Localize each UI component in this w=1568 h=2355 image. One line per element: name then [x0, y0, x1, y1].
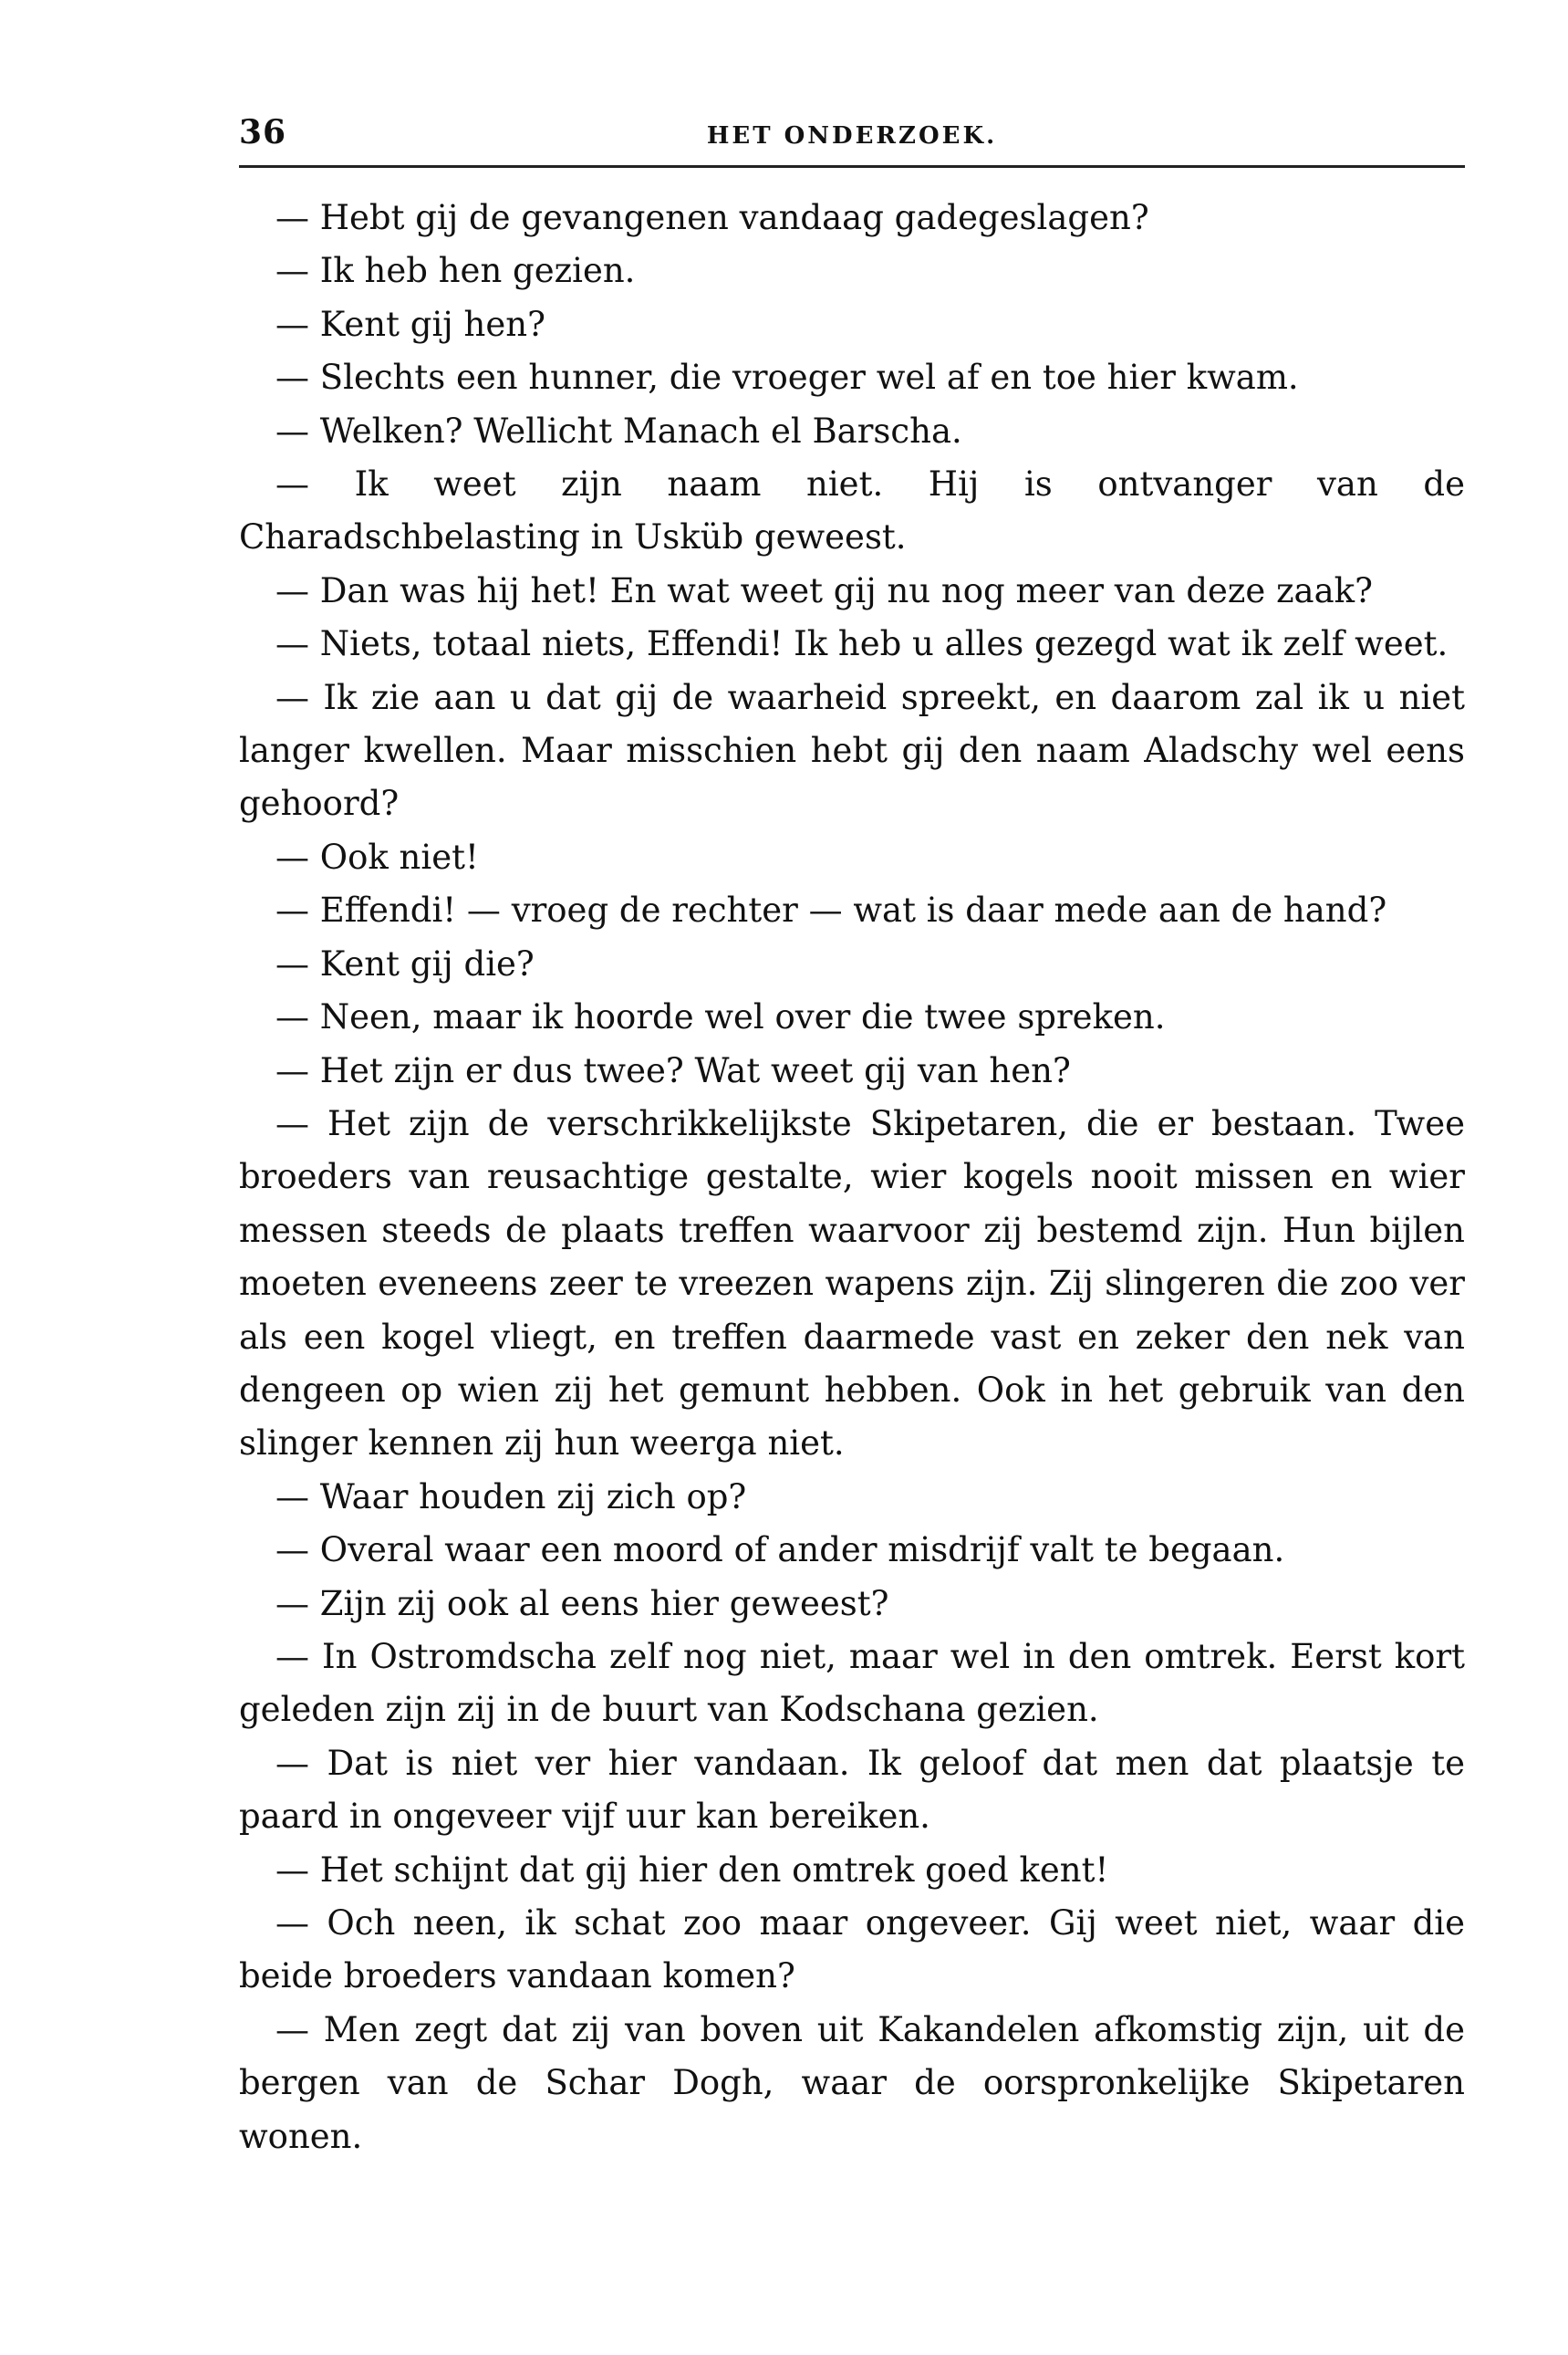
paragraph: — Kent gij hen? — [275, 304, 545, 344]
paragraph: — Welken? Wellicht Manach el Barscha. — [275, 411, 962, 451]
paragraph: — Hebt gij de gevangenen vandaag gadegeslagen? — [275, 198, 1149, 237]
paragraph: — Dat is niet ver hier vandaan. Ik geloof dat men dat plaatsje te paard in ongeveer vijf uur kan bereiken. — [239, 1743, 1465, 1837]
paragraph: — In Ostromdscha zelf nog niet, maar wel in den omtrek. Eerst kort geleden zijn zij in de buurt van Kodschana gezien. — [239, 1636, 1465, 1730]
page-number: 36 — [239, 113, 287, 151]
paragraph: — Och neen, ik schat zoo maar ongeveer. Gij weet niet, waar die beide broeders vandaan komen? — [239, 1903, 1465, 1996]
paragraph: — Waar houden zij zich op? — [275, 1476, 747, 1516]
header-rule — [239, 165, 1465, 168]
paragraph: — Niets, totaal niets, Effendi! Ik heb u alles gezegd wat ik zelf weet. — [275, 624, 1449, 664]
paragraph: — Overal waar een moord of ander misdrijf valt te begaan. — [275, 1530, 1285, 1570]
running-title: HET ONDERZOEK. — [706, 122, 998, 150]
paragraph: — Het zijn de verschrikkelijkste Skipetaren, die er bestaan. Twee broeders van reusachtige gestalte, wier kogels nooit missen en wier messen steeds de plaats treffen waarvoor zij bestemd zijn. Hun bijlen moeten eveneens zeer te vreezen wapens zijn. Zij slingeren die zoo ver als een kogel vliegt, en treffen daarmede vast en zeker den nek van dengeen op wien zij het gemunt hebben. Ook in het gebruik van den slinger kennen zij hun weerga niet. — [239, 1103, 1465, 1464]
paragraph: — Dan was hij het! En wat weet gij nu nog meer van deze zaak? — [275, 570, 1373, 610]
paragraph: — Zijn zij ook al eens hier geweest? — [275, 1583, 889, 1623]
paragraph: — Effendi! — vroeg de rechter — wat is daar mede aan de hand? — [275, 891, 1387, 931]
paragraph: — Ik zie aan u dat gij de waarheid spreekt, en daarom zal ik u niet langer kwellen. Maar misschien hebt gij den naam Aladschy wel eens gehoord? — [239, 677, 1465, 824]
paragraph: — Het zijn er dus twee? Wat weet gij van hen? — [275, 1050, 1071, 1090]
paragraph: — Ik weet zijn naam niet. Hij is ontvanger van de Charadschbelasting in Usküb geweest. — [239, 464, 1465, 557]
paragraph: — Ik heb hen gezien. — [275, 251, 636, 291]
paragraph: — Neen, maar ik hoorde wel over die twee spreken. — [275, 997, 1166, 1037]
paragraph: — Men zegt dat zij van boven uit Kakandelen afkomstig zijn, uit de bergen van de Schar Dogh, waar de oorspronkelijke Skipetaren wonen. — [239, 2009, 1465, 2156]
body-text — [239, 192, 1465, 2163]
paragraph: — Het schijnt dat gij hier den omtrek goed kent! — [275, 1850, 1109, 1890]
paragraph: — Ook niet! — [275, 837, 479, 877]
paragraph: — Kent gij die? — [275, 943, 535, 984]
page-header — [239, 109, 1465, 155]
paragraph: — Slechts een hunner, die vroeger wel af en toe hier kwam. — [275, 358, 1299, 398]
